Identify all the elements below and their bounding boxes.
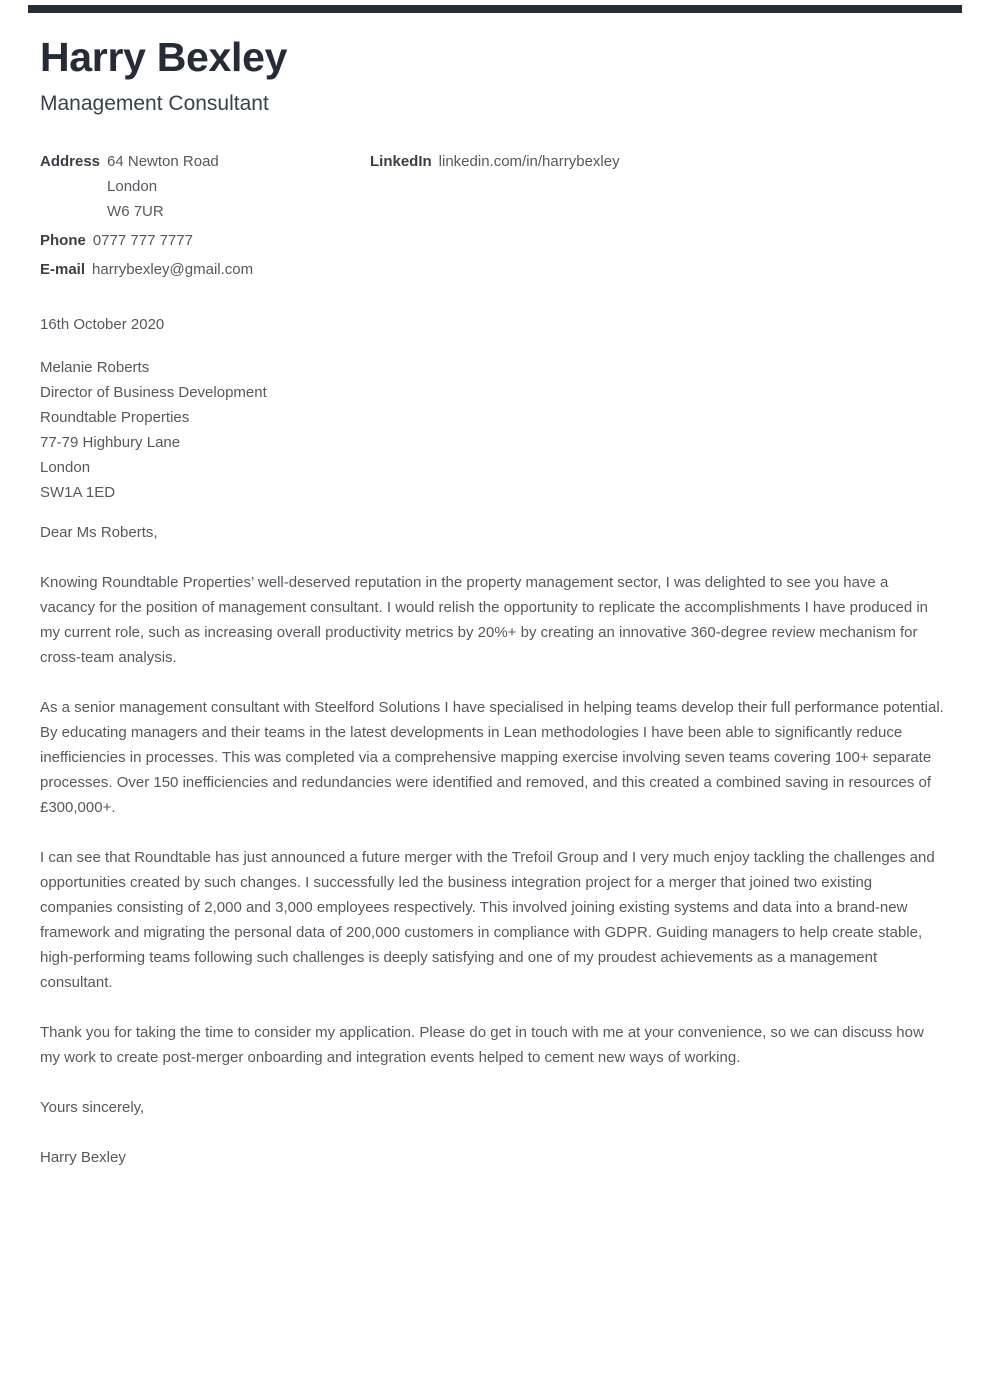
phone-label: Phone <box>40 232 86 249</box>
contact-row-linkedin <box>370 149 947 174</box>
recipient-line: 77-79 Highbury Lane <box>40 434 181 451</box>
letter-date: 16th October 2020 <box>40 316 165 333</box>
recipient-line: Director of Business Development <box>40 384 267 401</box>
contact-column-left <box>40 149 370 282</box>
letter-paragraph-1: Knowing Roundtable Properties’ well-deserved reputation in the property management sector, I was delighted to see you have a vacancy for the position of management consultant. I would relish the opportunity to replicate the accomplishments I have produced in my current role, such as increasing overall productivity metrics by 20%+ by creating an innovative 360-degree review mechanism for cross-team analysis. <box>40 574 929 666</box>
address-value <box>107 149 219 224</box>
linkedin-label: LinkedIn <box>370 153 432 170</box>
letter-paragraph-3: I can see that Roundtable has just announced a future merger with the Trefoil Group and I very much enjoy tackling the challenges and opportunities created by such changes. I successfully led the business integration project for a merger that joined two existing companies consisting of 2,000 and 3,000 employees respectively. This involved joining existing systems and data into a brand-new framework and migrating the personal data of 200,000 customers in compliance with GDPR. Guiding managers to help create stable, high-performing teams following such challenges is deeply satisfying and one of my proudest achievements as a management consultant. <box>40 849 935 991</box>
signature-name: Harry Bexley <box>40 1149 126 1166</box>
address-line: 64 Newton Road <box>107 153 219 170</box>
accent-top-bar <box>28 5 962 13</box>
closing-phrase: Yours sincerely, <box>40 1099 145 1116</box>
address-line: W6 7UR <box>107 203 164 220</box>
email-label: E-mail <box>40 261 86 278</box>
recipient-line: Roundtable Properties <box>40 409 190 426</box>
contact-row-email <box>40 257 370 282</box>
letter-body <box>40 312 947 1170</box>
letter-paragraph-2: As a senior management consultant with Steelford Solutions I have specialised in helping teams develop their full performance potential. By educating managers and their teams in the latest developments in Lean methodologies I have been able to significantly reduce inefficiencies in processes. This was completed via a comprehensive mapping exercise involving seven teams covering 100+ separate processes. Over 150 inefficiencies and redundancies were identified and removed, and this created a combined saving in resources of £300,000+. <box>40 699 944 816</box>
contact-row-phone <box>40 228 370 253</box>
page-title: Harry Bexley <box>40 34 288 80</box>
recipient-block <box>40 355 947 505</box>
address-label: Address <box>40 153 101 170</box>
email-value: harrybexley@gmail.com <box>92 261 254 278</box>
recipient-line: SW1A 1ED <box>40 484 116 501</box>
recipient-line: London <box>40 459 91 476</box>
phone-value: 0777 777 7777 <box>92 232 193 249</box>
contact-column-right <box>370 149 947 282</box>
linkedin-value: linkedin.com/in/harrybexley <box>438 153 620 170</box>
recipient-line: Melanie Roberts <box>40 359 150 376</box>
address-line: London <box>107 178 158 195</box>
salutation: Dear Ms Roberts, <box>40 524 158 541</box>
contact-section <box>40 149 947 282</box>
letter-paragraph-4: Thank you for taking the time to consider my application. Please do get in touch with me at your convenience, so we can discuss how my work to create post-merger onboarding and integration events helped to cement new ways of working. <box>40 1024 924 1066</box>
job-title: Management Consultant <box>40 92 269 115</box>
contact-row-address <box>40 149 370 224</box>
